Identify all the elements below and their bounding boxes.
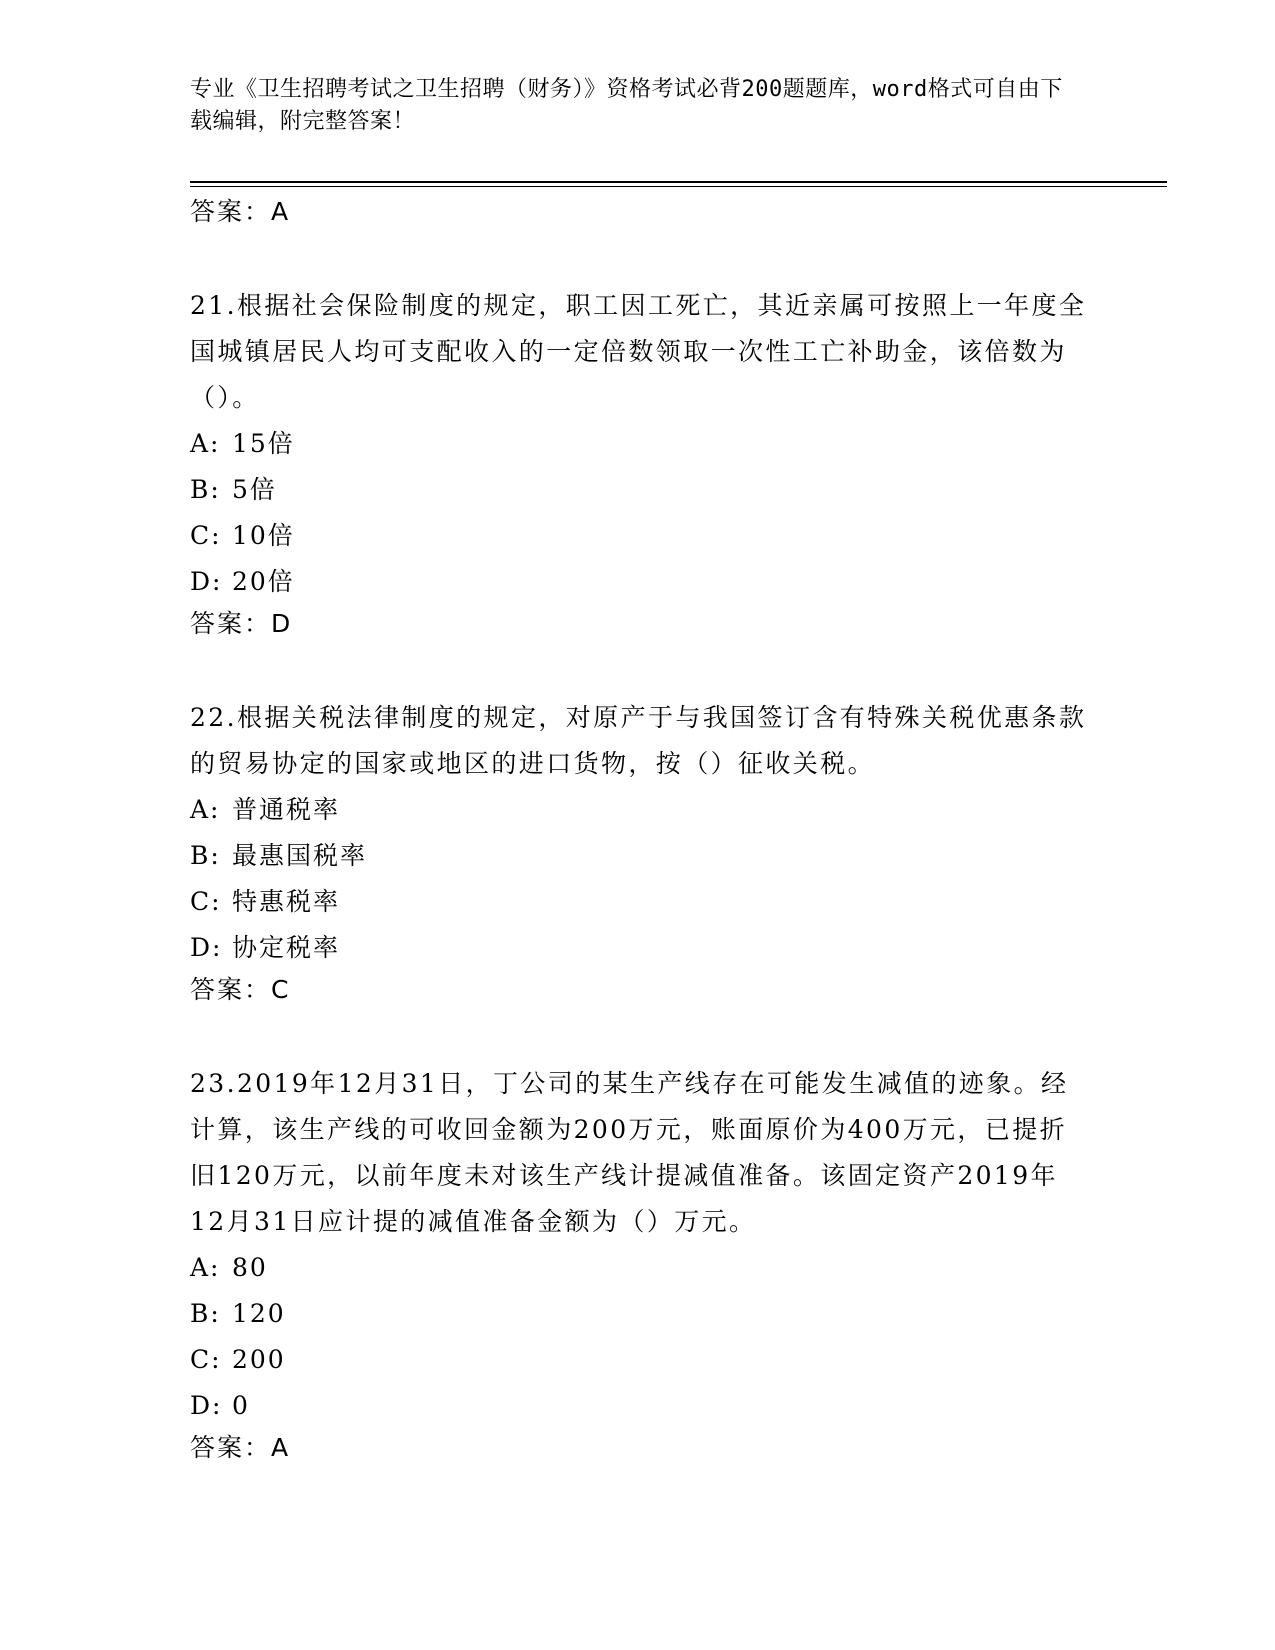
option-c bbox=[190, 513, 1090, 559]
option-key: B: bbox=[190, 1299, 221, 1328]
question-stem: 21.根据社会保险制度的规定，职工因工死亡，其近亲属可按照上一年度全国城镇居民人均可支配收入的一定倍数领取一次性工亡补助金，该倍数为（）。 bbox=[190, 291, 1087, 412]
option-a bbox=[190, 1245, 1090, 1291]
option-key: D: bbox=[190, 1391, 223, 1420]
option-text: 协定税率 bbox=[232, 933, 341, 962]
previous-answer: 答案：A bbox=[190, 197, 291, 226]
question-21 bbox=[190, 283, 1090, 651]
option-c bbox=[190, 1337, 1090, 1383]
option-key: B: bbox=[190, 841, 221, 870]
option-text: 120 bbox=[232, 1299, 286, 1328]
question-23 bbox=[190, 1061, 1090, 1475]
header-divider-thin bbox=[190, 186, 1167, 187]
option-c bbox=[190, 879, 1090, 925]
option-key: D: bbox=[190, 933, 223, 962]
option-text: 80 bbox=[232, 1253, 268, 1282]
header-divider-thick bbox=[190, 181, 1167, 183]
option-b bbox=[190, 833, 1090, 879]
answer-line: 答案：C bbox=[190, 975, 291, 1004]
option-key: A: bbox=[190, 795, 221, 824]
option-key: C: bbox=[190, 887, 222, 916]
option-key: C: bbox=[190, 1345, 222, 1374]
answer-line: 答案：A bbox=[190, 1433, 291, 1462]
option-key: A: bbox=[190, 1253, 221, 1282]
question-stem: 22.根据关税法律制度的规定，对原产于与我国签订含有特殊关税优惠条款的贸易协定的国家或地区的进口货物，按（）征收关税。 bbox=[190, 703, 1087, 778]
document-header: 专业《卫生招聘考试之卫生招聘（财务）》资格考试必背200题题库，word格式可自由下载编辑，附完整答案！ bbox=[190, 77, 1063, 134]
option-a bbox=[190, 421, 1090, 467]
option-text: 200 bbox=[232, 1345, 286, 1374]
option-text: 5倍 bbox=[232, 475, 277, 504]
option-a bbox=[190, 787, 1090, 833]
option-d bbox=[190, 559, 1090, 605]
option-d bbox=[190, 925, 1090, 971]
option-text: 普通税率 bbox=[232, 795, 341, 824]
answer-line: 答案：D bbox=[190, 609, 293, 638]
option-key: A: bbox=[190, 429, 221, 458]
option-key: C: bbox=[190, 521, 222, 550]
option-text: 0 bbox=[232, 1391, 250, 1420]
option-text: 10倍 bbox=[232, 521, 295, 550]
option-key: D: bbox=[190, 567, 223, 596]
option-key: B: bbox=[190, 475, 221, 504]
question-content bbox=[190, 193, 1090, 1475]
question-stem: 23.2019年12月31日，丁公司的某生产线存在可能发生减值的迹象。经计算，该生产线的可收回金额为200万元，账面原价为400万元，已提折旧120万元，以前年度未对该生产线计提减值准备。该固定资产2019年12月31日应计提的减值准备金额为（）万元。 bbox=[190, 1069, 1069, 1236]
option-d bbox=[190, 1383, 1090, 1429]
option-text: 最惠国税率 bbox=[232, 841, 368, 870]
option-b bbox=[190, 467, 1090, 513]
option-b bbox=[190, 1291, 1090, 1337]
question-22 bbox=[190, 695, 1090, 1017]
option-text: 15倍 bbox=[232, 429, 295, 458]
option-text: 20倍 bbox=[232, 567, 295, 596]
option-text: 特惠税率 bbox=[232, 887, 341, 916]
